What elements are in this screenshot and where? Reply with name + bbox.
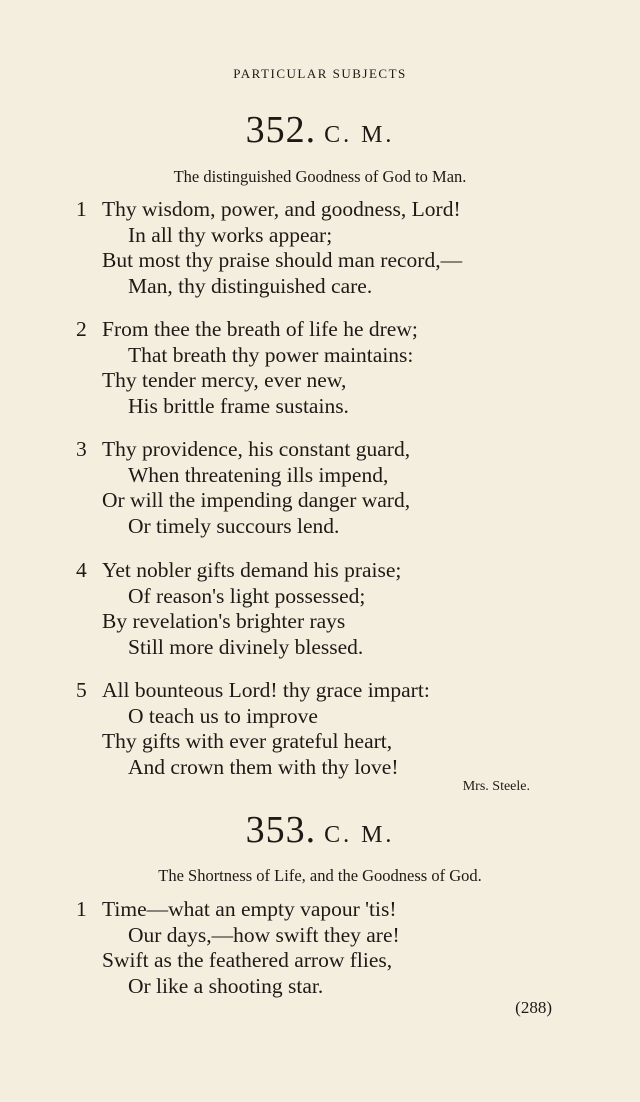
stanza-number: 5 xyxy=(76,678,87,702)
verse-line: Swift as the feathered arrow flies, xyxy=(102,948,393,973)
verse-line: Our days,—how swift they are! xyxy=(128,922,400,947)
verse-line: 1 Time—what an empty vapour 'tis! xyxy=(76,897,397,921)
stanza-4 xyxy=(76,558,576,660)
verse-line: 1 Thy wisdom, power, and goodness, Lord! xyxy=(76,197,461,221)
verse-line: Man, thy distinguished care. xyxy=(128,273,373,298)
stanza-3 xyxy=(76,437,576,539)
verse-line: Or will the impending danger ward, xyxy=(102,488,411,513)
verse-line: Or like a shooting star. xyxy=(128,973,324,998)
verse-line: Thy tender mercy, ever new, xyxy=(102,368,347,393)
verse-line: Still more divinely blessed. xyxy=(128,634,364,659)
hymn-attribution: Mrs. Steele. xyxy=(462,779,530,794)
verse-line: Or timely succours lend. xyxy=(128,513,340,538)
stanza-2 xyxy=(76,317,576,419)
running-head: PARTICULAR SUBJECTS xyxy=(233,66,407,81)
verse-line: And crown them with thy love! xyxy=(128,754,399,779)
page-number: (288) xyxy=(515,998,552,1017)
hymn-number: 352. xyxy=(245,109,317,151)
verse-line: In all thy works appear; xyxy=(128,222,333,247)
stanza-number: 2 xyxy=(76,317,87,341)
hymn-meter: C. M. xyxy=(324,122,395,148)
verse-line: By revelation's brighter rays xyxy=(102,609,346,634)
verse-line: But most thy praise should man record,— xyxy=(102,248,463,273)
stanza-number: 3 xyxy=(76,437,87,461)
hymn-title: The distinguished Goodness of God to Man. xyxy=(173,167,467,186)
verse-line: When threatening ills impend, xyxy=(128,462,389,487)
stanza-number: 1 xyxy=(76,897,87,921)
verse-line: O teach us to improve xyxy=(128,703,318,728)
verse-line: Of reason's light possessed; xyxy=(128,583,366,608)
verse-line: That breath thy power maintains: xyxy=(128,342,414,367)
stanza-1 xyxy=(76,197,576,299)
hymn-meter: C. M. xyxy=(324,822,395,848)
hymn-352-heading xyxy=(0,108,640,152)
hymn-353-heading xyxy=(0,808,640,852)
verse-line: 2 From thee the breath of life he drew; xyxy=(76,317,418,341)
verse-line: 5 All bounteous Lord! thy grace impart: xyxy=(76,678,430,702)
stanza-number: 1 xyxy=(76,197,87,221)
verse-line: 3 Thy providence, his constant guard, xyxy=(76,437,411,461)
verse-line: Thy gifts with ever grateful heart, xyxy=(102,729,393,754)
hymn-number: 353. xyxy=(245,809,317,851)
hymn-title: The Shortness of Life, and the Goodness of God. xyxy=(158,866,482,885)
verse-line: His brittle frame sustains. xyxy=(128,393,349,418)
stanza-1 xyxy=(76,897,576,999)
stanza-5 xyxy=(76,678,576,780)
verse-line: 4 Yet nobler gifts demand his praise; xyxy=(76,558,402,582)
stanza-number: 4 xyxy=(76,558,87,582)
